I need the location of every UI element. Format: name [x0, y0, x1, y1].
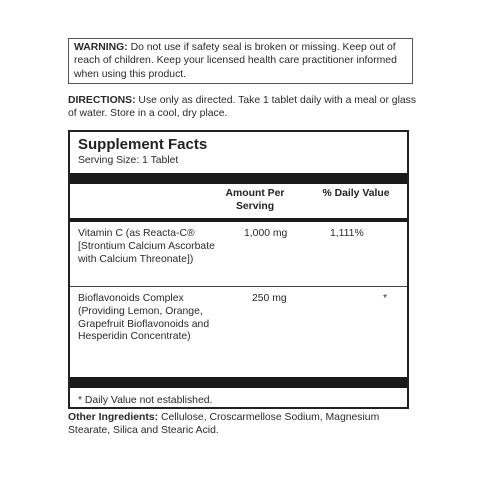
- nutrient-daily-value: *: [383, 293, 388, 304]
- footnote: * Daily Value not established.: [78, 395, 213, 406]
- thick-divider-bottom: [70, 377, 407, 388]
- nutrient-name: Vitamin C (as Reacta-C® [Strontium Calcium Ascorbate with Calcium Threonate]): [78, 228, 215, 265]
- directions-text: Use only as directed. Take 1 tablet daily with a meal or glass of water. Store in a cool, dry place.: [68, 95, 417, 120]
- row-divider: [70, 286, 407, 287]
- nutrient-amount: 250 mg: [252, 293, 287, 304]
- warning-label: WARNING:: [74, 42, 128, 53]
- supplement-facts-title: Supplement Facts: [78, 136, 208, 153]
- nutrient-amount: 1,000 mg: [244, 228, 288, 239]
- nutrient-name: Bioflavonoids Complex (Providing Lemon, Orange, Grapefruit Bioflavonoids and Hesperidin Concentrate): [78, 293, 210, 343]
- other-ingredients: [68, 411, 418, 438]
- nutrient-daily-value: 1,111%: [330, 228, 364, 239]
- amount-per-serving-header: Amount Per Serving: [225, 188, 285, 212]
- warning-box: [68, 38, 413, 84]
- other-ingredients-label: Other Ingredients:: [68, 412, 159, 423]
- serving-size: Serving Size: 1 Tablet: [78, 155, 179, 166]
- directions: [68, 94, 418, 121]
- thick-divider-header: [70, 218, 407, 222]
- other-ingredients-text: Cellulose, Croscarmellose Sodium, Magnesium Stearate, Silica and Stearic Acid.: [68, 412, 380, 437]
- daily-value-header: % Daily Value: [322, 188, 390, 199]
- warning-text: Do not use if safety seal is broken or missing. Keep out of reach of children. Keep your licensed health care practitioner informed when using this product.: [74, 42, 397, 80]
- directions-label: DIRECTIONS:: [68, 95, 136, 106]
- supplement-facts-panel: [68, 130, 409, 409]
- thick-divider-top: [70, 173, 407, 184]
